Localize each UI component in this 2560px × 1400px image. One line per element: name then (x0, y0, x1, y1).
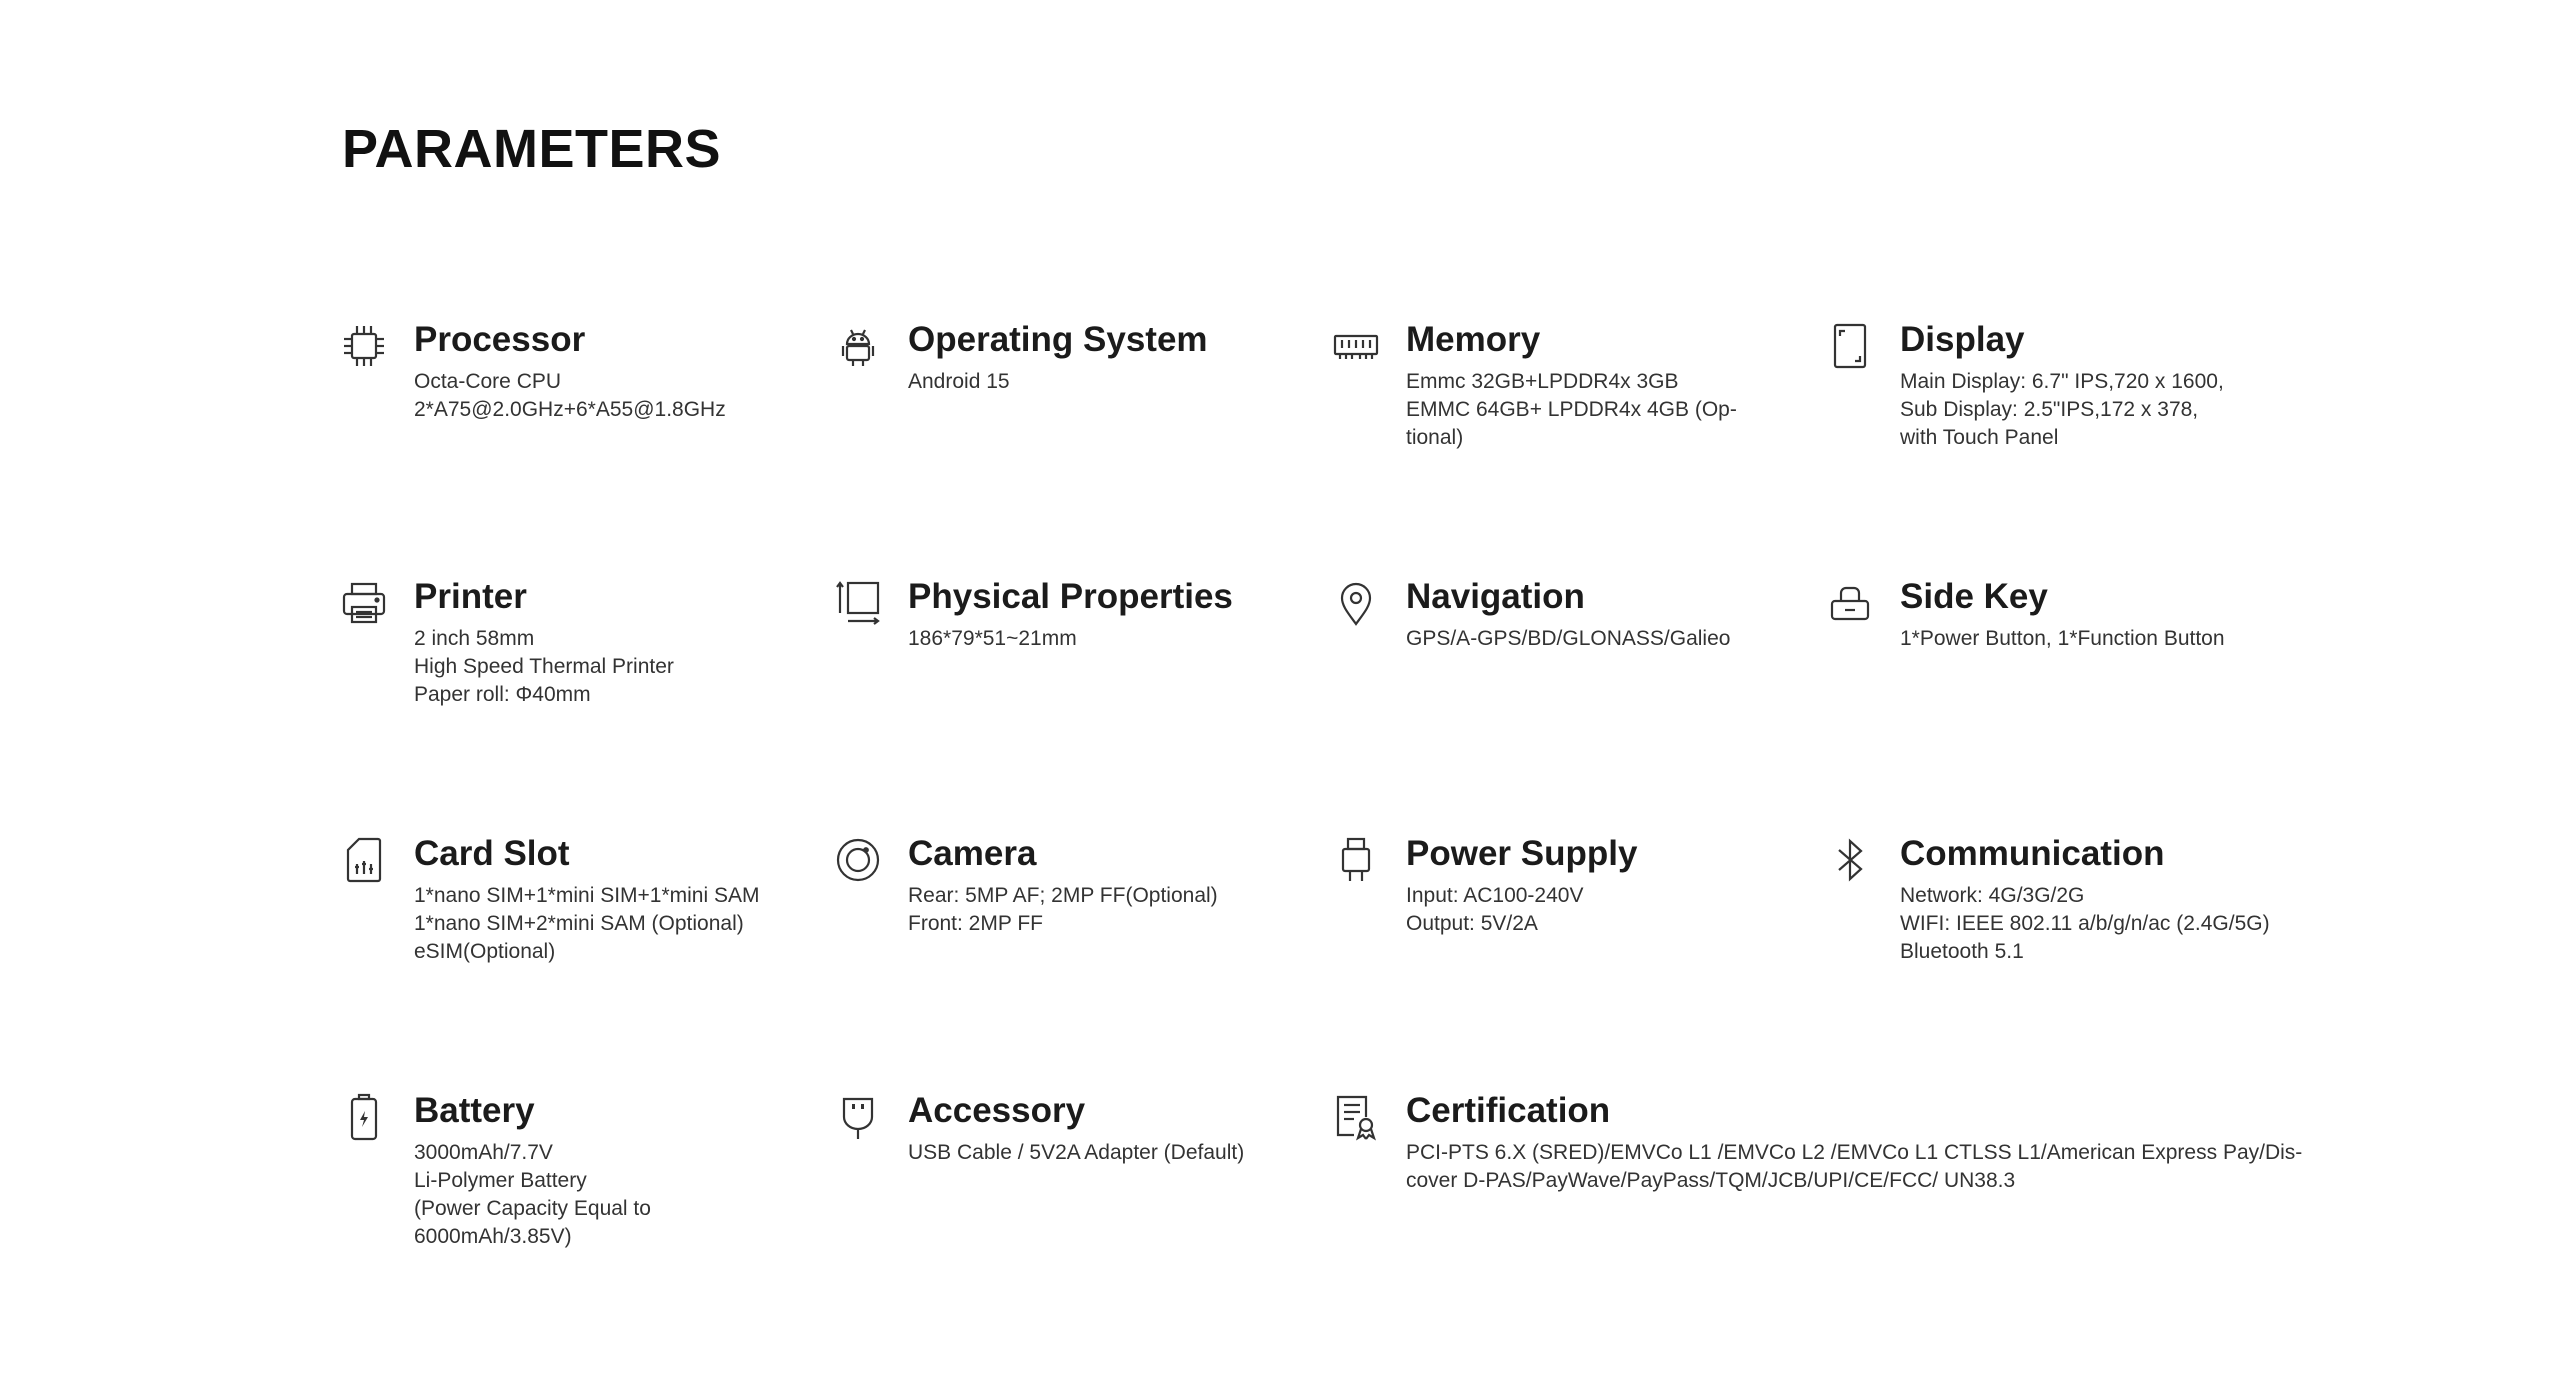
spec-line: Bluetooth 5.1 (1900, 940, 2024, 963)
memory-module-icon (1332, 322, 1380, 370)
spec-line: eSIM(Optional) (414, 940, 556, 963)
spec-battery (340, 1089, 651, 1251)
spec-camera (834, 832, 1218, 938)
bluetooth-icon (1826, 836, 1874, 884)
spec-line: Octa-Core CPU (414, 370, 562, 393)
spec-processor (340, 318, 726, 424)
spec-certification (1332, 1089, 2302, 1195)
spec-line: GPS/A-GPS/BD/GLONASS/Galieo (1406, 627, 1731, 650)
power-plug-icon (1332, 836, 1380, 884)
spec-line: High Speed Thermal Printer (414, 655, 674, 678)
spec-title: Physical Properties (908, 577, 1233, 616)
spec-line: 3000mAh/7.7V (414, 1141, 553, 1164)
spec-line: 6000mAh/3.85V) (414, 1225, 572, 1248)
spec-line: 1*nano SIM+2*mini SAM (Optional) (414, 912, 744, 935)
spec-line: 186*79*51~21mm (908, 627, 1077, 650)
spec-line: WIFI: IEEE 802.11 a/b/g/n/ac (2.4G/5G) (1900, 912, 2270, 935)
spec-communication (1826, 832, 2270, 966)
spec-display (1826, 318, 2224, 452)
spec-title: Side Key (1900, 577, 2048, 616)
printer-icon (340, 579, 388, 627)
spec-line: 1*Power Button, 1*Function Button (1900, 627, 2225, 650)
spec-title: Accessory (908, 1091, 1086, 1130)
spec-title: Camera (908, 834, 1037, 873)
spec-line: tional) (1406, 426, 1464, 449)
spec-line: 2*A75@2.0GHz+6*A55@1.8GHz (414, 398, 726, 421)
spec-line: Front: 2MP FF (908, 912, 1043, 935)
spec-accessory (834, 1089, 1244, 1167)
android-icon (834, 322, 882, 370)
spec-side-key (1826, 575, 2225, 653)
cpu-chip-icon (340, 322, 388, 370)
display-icon (1826, 322, 1874, 370)
spec-line: Android 15 (908, 370, 1010, 393)
spec-title: Communication (1900, 834, 2165, 873)
spec-printer (340, 575, 674, 709)
spec-title: Processor (414, 320, 586, 359)
location-pin-icon (1332, 579, 1380, 627)
spec-line: PCI-PTS 6.X (SRED)/EMVCo L1 /EMVCo L2 /EMVCo L1 CTLSS L1/American Express Pay/Dis- (1406, 1141, 2303, 1164)
spec-line: Sub Display: 2.5"IPS,172 x 378, (1900, 398, 2199, 421)
spec-line: with Touch Panel (1900, 426, 2059, 449)
spec-title: Certification (1406, 1091, 1611, 1130)
camera-icon (834, 836, 882, 884)
spec-line: 1*nano SIM+1*mini SIM+1*mini SAM (414, 884, 760, 907)
dimensions-icon (834, 579, 882, 627)
spec-operating-system (834, 318, 1208, 396)
spec-line: Rear: 5MP AF; 2MP FF(Optional) (908, 884, 1218, 907)
adapter-icon (834, 1093, 882, 1141)
certificate-icon (1332, 1093, 1380, 1141)
spec-title: Display (1900, 320, 2025, 359)
spec-line: Output: 5V/2A (1406, 912, 1538, 935)
spec-card-slot (340, 832, 760, 966)
spec-line: cover D-PAS/PayWave/PayPass/TQM/JCB/UPI/CE/FCC/ UN38.3 (1406, 1169, 2016, 1192)
spec-line: (Power Capacity Equal to (414, 1197, 651, 1220)
spec-line: Emmc 32GB+LPDDR4x 3GB (1406, 370, 1679, 393)
sim-card-icon (340, 836, 388, 884)
spec-power-supply (1332, 832, 1637, 938)
spec-line: 2 inch 58mm (414, 627, 535, 650)
page-title: PARAMETERS (342, 119, 722, 179)
spec-line: Main Display: 6.7" IPS,720 x 1600, (1900, 370, 2224, 393)
spec-navigation (1332, 575, 1730, 653)
spec-memory (1332, 318, 1737, 452)
spec-physical-properties (834, 575, 1233, 653)
spec-line: Network: 4G/3G/2G (1900, 884, 2085, 907)
battery-icon (340, 1093, 388, 1141)
spec-title: Memory (1406, 320, 1541, 359)
spec-title: Battery (414, 1091, 535, 1130)
spec-line: Input: AC100-240V (1406, 884, 1584, 907)
spec-title: Power Supply (1406, 834, 1638, 873)
spec-line: Li-Polymer Battery (414, 1169, 587, 1192)
spec-line: USB Cable / 5V2A Adapter (Default) (908, 1141, 1245, 1164)
spec-title: Navigation (1406, 577, 1585, 616)
spec-title: Operating System (908, 320, 1208, 359)
spec-line: Paper roll: Φ40mm (414, 683, 591, 706)
spec-title: Printer (414, 577, 527, 616)
spec-title: Card Slot (414, 834, 570, 873)
spec-line: EMMC 64GB+ LPDDR4x 4GB (Op- (1406, 398, 1737, 421)
side-key-icon (1826, 579, 1874, 627)
